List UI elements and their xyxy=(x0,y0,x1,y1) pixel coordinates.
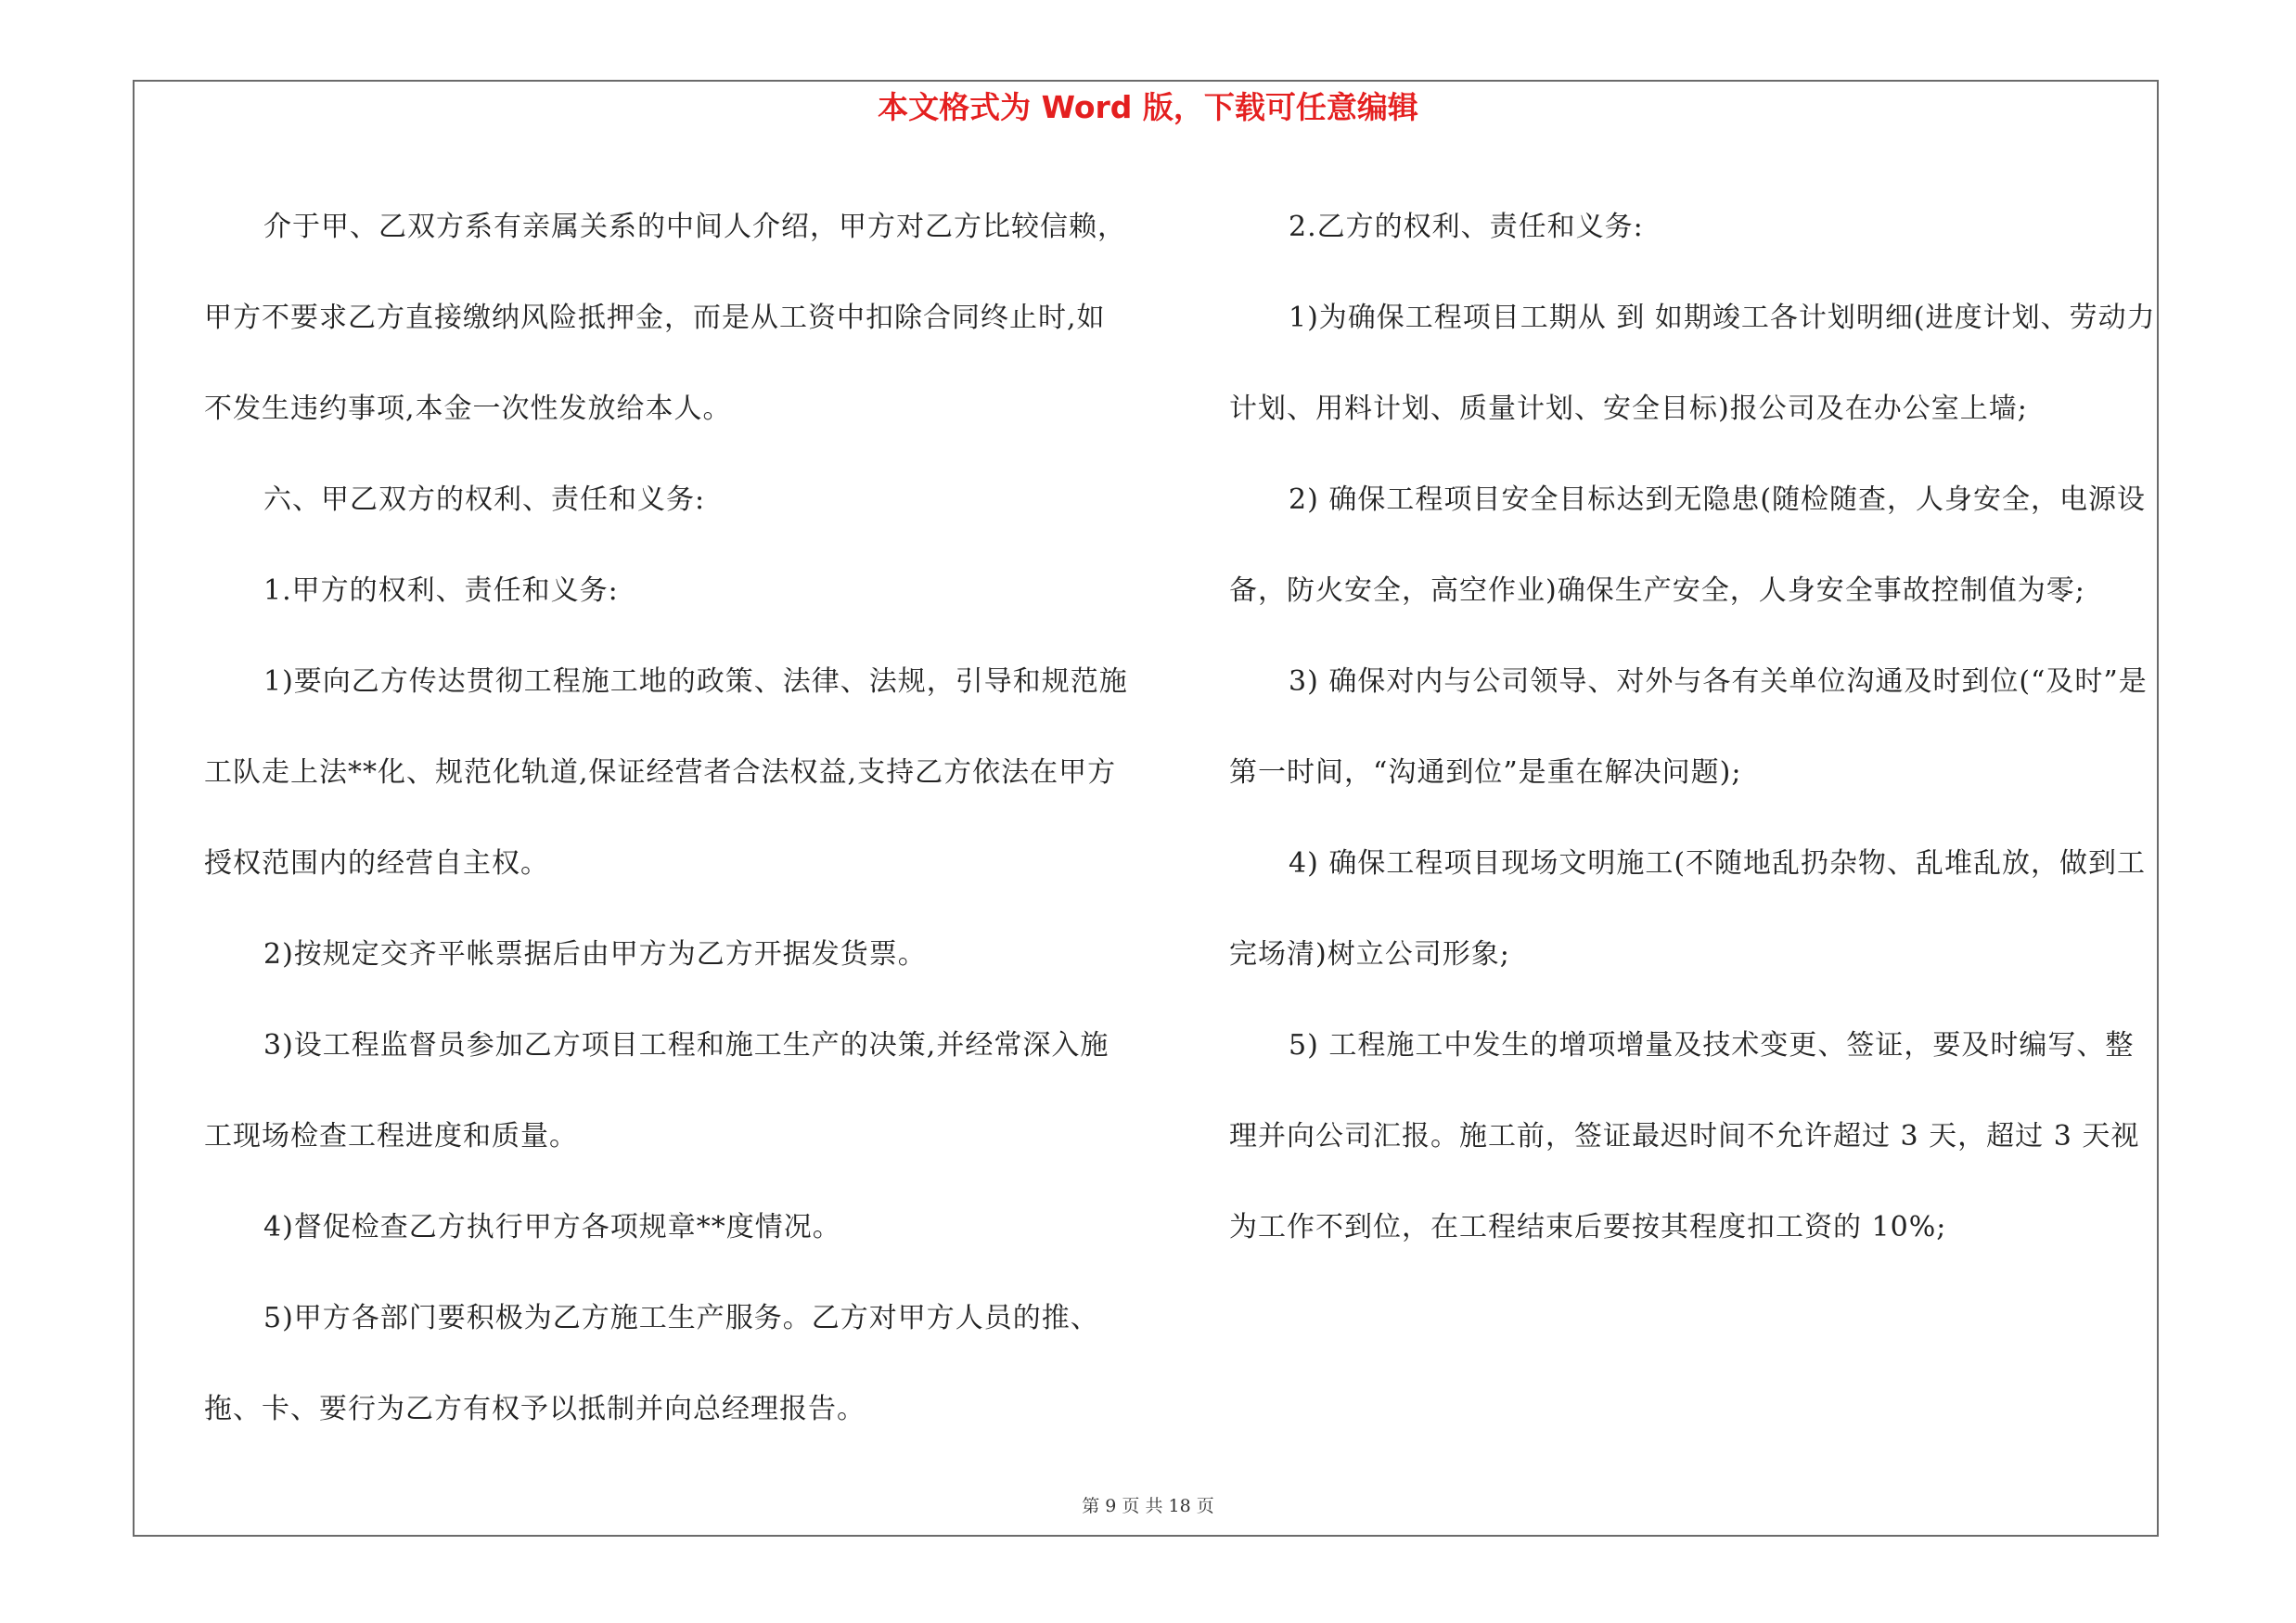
right-column xyxy=(1229,182,2157,1273)
paragraph: 2) 确保工程项目安全目标达到无隐患(随检随查，人身安全，电源设备，防火安全，高空作业)确保生产安全，人身安全事故控制值为零; xyxy=(1229,483,2147,607)
left-column xyxy=(204,182,1132,1455)
paragraph: 5) 工程施工中发生的增项增量及技术变更、签证，要及时编写、整理并向公司汇报。施工前，签证最迟时间不允许超过 3 天，超过 3 天视为工作不到位，在工程结束后要按其程度扣工资的 10%; xyxy=(1229,1029,2140,1243)
paragraph: 1)为确保工程项目工期从 到 如期竣工各计划明细(进度计划、劳动力计划、用料计划、质量计划、安全目标)报公司及在办公室上墙; xyxy=(1229,302,2156,425)
page-number: 第 9 页 共 18 页 xyxy=(1082,1496,1214,1516)
format-banner: 本文格式为 Word 版，下载可任意编辑 xyxy=(878,89,1418,125)
paragraph: 2.乙方的权利、责任和义务: xyxy=(1289,211,1644,243)
paragraph: 介于甲、乙双方系有亲属关系的中间人介绍，甲方对乙方比较信赖，甲方不要求乙方直接缴纳风险抵押金，而是从工资中扣除合同终止时,如不发生违约事项,本金一次性发放给本人。 xyxy=(204,211,1126,425)
paragraph: 4) 确保工程项目现场文明施工(不随地乱扔杂物、乱堆乱放，做到工完场清)树立公司形象; xyxy=(1229,847,2147,971)
paragraph: 5)甲方各部门要积极为乙方施工生产服务。乙方对甲方人员的推、拖、卡、要行为乙方有权予以抵制并向总经理报告。 xyxy=(204,1302,1099,1425)
paragraph: 1)要向乙方传达贯彻工程施工地的政策、法律、法规，引导和规范施工队走上法**化、规范化轨道,保证经营者合法权益,支持乙方依法在甲方授权范围内的经营自主权。 xyxy=(204,665,1128,880)
paragraph: 3)设工程监督员参加乙方项目工程和施工生产的决策,并经常深入施工现场检查工程进度和质量。 xyxy=(204,1029,1110,1153)
paragraph: 2)按规定交齐平帐票据后由甲方为乙方开据发货票。 xyxy=(263,938,927,971)
paragraph: 3) 确保对内与公司领导、对外与各有关单位沟通及时到位(“及时”是第一时间，“沟通到位”是重在解决问题); xyxy=(1229,665,2148,789)
paragraph: 1.甲方的权利、责任和义务: xyxy=(263,574,619,607)
paragraph: 六、甲乙双方的权利、责任和义务: xyxy=(263,483,706,516)
paragraph: 4)督促检查乙方执行甲方各项规章**度情况。 xyxy=(263,1211,841,1243)
